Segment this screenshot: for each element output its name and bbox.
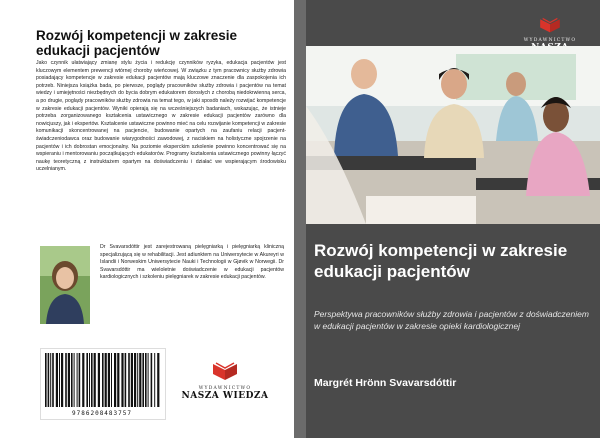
barcode-bar [59, 353, 60, 407]
front-cover-subtitle: Perspektywa pracowników służby zdrowia i pacjentów z doświadczeniem w edukacji pacjentów w zakresie opieki kardiologicznej [314, 309, 589, 331]
barcode-bar [65, 353, 67, 407]
barcode-bar [137, 353, 138, 407]
barcode-bar [74, 353, 75, 407]
barcode-bar [56, 353, 58, 407]
barcode-bar [91, 353, 93, 407]
barcode-bar [98, 353, 100, 407]
barcode-bar [128, 353, 130, 407]
front-cover [306, 0, 600, 438]
barcode-bar [68, 353, 70, 407]
front-cover-author: Margrét Hrönn Svavarsdóttir [314, 377, 457, 389]
publisher-book-icon [210, 360, 240, 382]
barcode-bar [52, 353, 54, 407]
back-cover [30, 0, 294, 438]
barcode-bar [94, 353, 96, 407]
back-cover-title: Rozwój kompetencji w zakresie edukacji pacjentów [36, 28, 238, 58]
barcode-bar [61, 353, 63, 407]
author-photo [40, 246, 90, 324]
barcode-bar [50, 353, 51, 407]
barcode-bar [139, 353, 141, 407]
barcode-bar [79, 353, 81, 407]
barcode-bar [117, 353, 119, 407]
barcode-bar [142, 353, 144, 407]
barcode-bar [102, 353, 104, 407]
barcode-bar [82, 353, 84, 407]
barcode-bar [151, 353, 153, 407]
barcode-bar [125, 353, 127, 407]
publisher-book-icon [537, 16, 563, 34]
front-cover-title: Rozwój kompetencji w zakresie edukacji pacjentów [314, 241, 568, 281]
barcode-bar [105, 353, 107, 407]
barcode-bar [121, 353, 123, 407]
barcode-bar [89, 353, 90, 407]
barcode-bar [48, 353, 50, 407]
barcode-bar [45, 353, 47, 407]
barcode-bar [148, 353, 149, 407]
barcode-bar [114, 353, 116, 407]
barcode-bar [154, 353, 155, 407]
barcode-bar [131, 353, 133, 407]
cover-photo [306, 46, 600, 224]
publisher-sub-label: WYDAWNICTWO [198, 386, 252, 391]
barcode-bar [86, 353, 88, 407]
barcode-bar [134, 353, 136, 407]
barcode-bar [77, 353, 78, 407]
barcode-bar [157, 353, 159, 407]
publisher-sub-label: WYDAWNICTWO [523, 38, 577, 43]
barcode-bar [145, 353, 147, 407]
book-spine [294, 0, 306, 438]
barcode-bar [108, 353, 110, 407]
author-bio: Dr Svavarsdóttir jest zarejestrowaną pielęgniarką i pielęgniarką kliniczną specjalizującą się w rehabilitacji. Jest adiunktem na Uniwersytecie w Akureyri w Islandii i Norweskim Uniwersytecie Nauki i Technologii w Gjøvik w Norwegii. Dr Svavarsdóttir ma wieloletnie doświadczenie w edukacji pacjentów kardiologicznych i szkoleniu pielęgniarek w zakresie edukacji pacjentów. [100, 244, 284, 281]
back-cover-description: Jako czynnik ułatwiający zmianę stylu życia i redukcję czynników ryzyka, edukacja pacjentów jest kluczowym elementem prewencji wtórnej choroby wieńcowej. W związku z tym pracownicy służby zdrowia posiadający kompetencje w zakresie edukacji pacjentów mają kluczowe znaczenie dla zaspokojenia ich potrzeb. Niniejsza książka bada, po pierwsze, poglądy pracowników służby zdrowia i pacjentów na temat wiedzy i umiejętności niezbędnych do bycia dobrym edukatorem dorosłych z chorobą niedokrwienną serca, a po drugie, poglądy pracowników służby zdrowia na temat tego, w jaki sposób należy rozwijać kompetencje w zakresie edukacji pacjentów. Wyniki opierają się na wcześniejszych badaniach, wskazując, że istnieje potrzeba zorganizowanego kształcenia ustawicznego w zakresie edukacji pacjentów zarówno dla nowicjuszy, jak i ekspertów. Kształcenie ustawiczne powinno mieć na celu rozwijanie kompetencji w zakresie komunikacji skoncentrowanej na pacjencie, budowanie opartych na zaufaniu relacji pacjent-świadczeniodawca oraz budowanie wiarygodności zawodowej, z naciskiem na holistyczne spojrzenie na pacjentów i ich dobrostan emocjonalny. Na poziomie eksperckim szkolenie powinno koncentrować się na wspieraniu i mentorowaniu początkujących edukatorów. Programy kształcenia ustawicznego powinny łączyć naukę teoretyczną z instruktażem opartym na doświadczeniu i działać we wspierającym środowisku uczelnianym. [36, 60, 286, 173]
barcode-number: 9786208483757 [72, 410, 132, 417]
barcode-bar [111, 353, 112, 407]
publisher-name: NASZA WIEDZA [181, 391, 269, 401]
publisher-logo-back [180, 360, 270, 401]
barcode-bar [71, 353, 73, 407]
